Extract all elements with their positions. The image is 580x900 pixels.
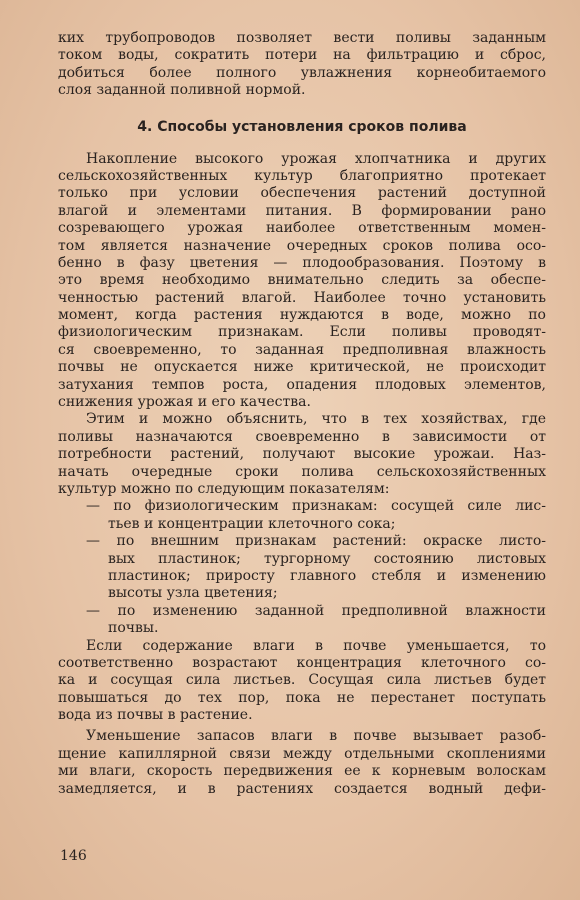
text-line: почвы не опускается ниже критической, не происходит bbox=[58, 359, 546, 376]
text-line: Этим и можно объяснить, что в тех хозяйствах, где bbox=[86, 411, 546, 428]
text-line: снижения урожая и его качества. bbox=[58, 394, 311, 411]
text-line: ми влаги, скорость передвижения ее к корневым волоскам bbox=[58, 763, 546, 780]
text-line: — по внешним признакам растений: окраске листо- bbox=[86, 533, 546, 550]
top-paragraph bbox=[58, 30, 546, 100]
text-line: почвы. bbox=[108, 620, 159, 637]
text-line: Уменьшение запасов влаги в почве вызывает разоб- bbox=[86, 728, 546, 745]
text-line: Накопление высокого урожая хлопчатника и других bbox=[86, 150, 546, 167]
text-line: том является назначение очередных сроков полива осо- bbox=[58, 237, 546, 254]
text-line: вода из почвы в растение. bbox=[58, 707, 253, 724]
paragraph-3 bbox=[58, 638, 546, 725]
text-line: потребности растений, получают высокие урожаи. Наз- bbox=[58, 446, 546, 463]
list-item bbox=[58, 533, 546, 603]
text-line: Если содержание влаги в почве уменьшается, то bbox=[86, 637, 546, 654]
text-line: током воды, сократить потери на фильтрацию и сброс, bbox=[58, 47, 546, 64]
text-line: ченностью растений влагой. Наиболее точно установить bbox=[58, 289, 546, 306]
text-line: вых пластинок; тургорному состоянию листовых bbox=[108, 550, 546, 567]
paragraph-2 bbox=[58, 411, 546, 498]
text-line: замедляется, и в растениях создается водный дефи- bbox=[58, 780, 546, 797]
text-line: поливы назначаются своевременно в зависимости от bbox=[58, 428, 546, 445]
text-line: — по изменению заданной предполивной влажности bbox=[86, 602, 546, 619]
text-line: высоты узла цветения; bbox=[108, 585, 278, 602]
text-line: физиологическим признакам. Если поливы проводят- bbox=[58, 324, 546, 341]
text-line: добиться более полного увлажнения корнеобитаемого bbox=[58, 64, 546, 81]
text-line: начать очередные сроки полива сельскохозяйственных bbox=[58, 463, 546, 480]
text-line: затухания темпов роста, опадения плодовых элементов, bbox=[58, 376, 546, 393]
list-item bbox=[58, 498, 546, 533]
text-line: повышаться до тех пор, пока не перестанет поступать bbox=[58, 689, 546, 706]
text-line: соответственно возрастают концентрация клеточного со- bbox=[58, 654, 546, 671]
text-line: ка и сосущая сила листьев. Сосущая сила листьев будет bbox=[58, 672, 546, 689]
paragraph-4 bbox=[58, 728, 546, 798]
section-heading: 4. Способы установления сроков полива bbox=[137, 118, 467, 135]
text-line: ся своевременно, то заданная предполивная влажность bbox=[58, 341, 546, 358]
text-line: пластинок; приросту главного стебля и изменению bbox=[108, 567, 546, 584]
text-line: влагой и элементами питания. В формировании рано bbox=[58, 202, 546, 219]
text-line: культур можно по следующим показателям: bbox=[58, 480, 390, 497]
list-item bbox=[58, 603, 546, 638]
text-line: момент, когда растения нуждаются в воде, можно по bbox=[58, 307, 546, 324]
text-line: ких трубопроводов позволяет вести поливы заданным bbox=[58, 30, 546, 46]
indicator-list bbox=[58, 498, 546, 637]
text-line: только при условии обеспечения растений доступной bbox=[58, 185, 546, 202]
text-line: тьев и концентрации клеточного сока; bbox=[108, 515, 396, 532]
paragraph-1 bbox=[58, 151, 546, 412]
text-line: бенно в фазу цветения — плодообразования. Поэтому в bbox=[58, 254, 546, 271]
text-line: щение капиллярной связи между отдельными скоплениями bbox=[58, 745, 546, 762]
page-number: 146 bbox=[60, 848, 87, 864]
text-line: созревающего урожая наиболее ответственным момен- bbox=[58, 220, 546, 237]
text-line: это время необходимо внимательно следить за обеспе- bbox=[58, 272, 546, 289]
text-line: сельскохозяйственных культур благоприятно протекает bbox=[58, 167, 546, 184]
text-line: слоя заданной поливной нормой. bbox=[58, 82, 306, 99]
text-line: — по физиологическим признакам: сосущей силе лис- bbox=[86, 498, 546, 515]
page-body bbox=[58, 30, 546, 798]
